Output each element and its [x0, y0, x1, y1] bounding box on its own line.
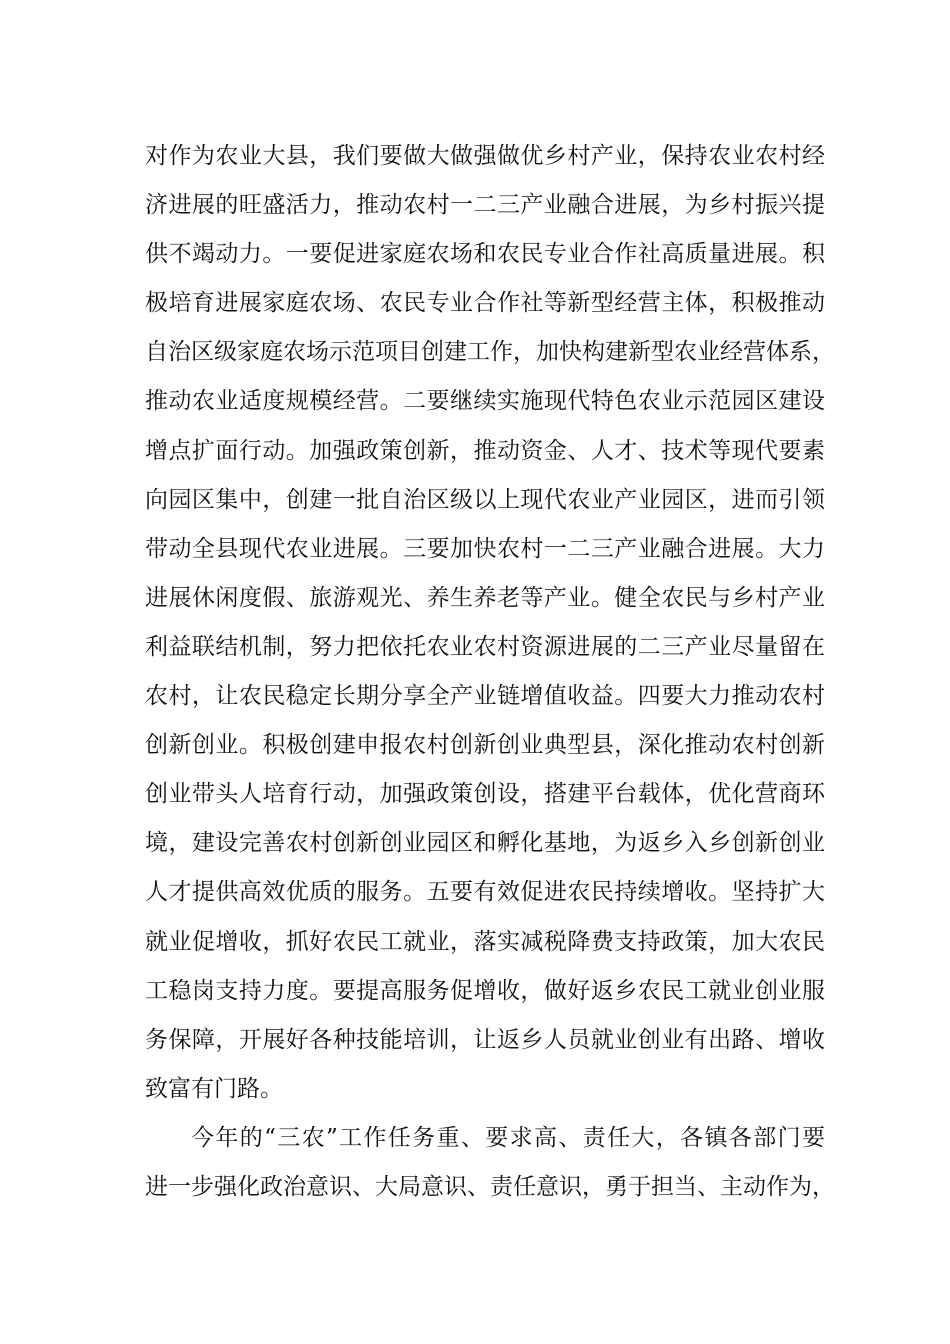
text-line: 供不竭动力。一要促进家庭农场和农民专业合作社高质量进展。积: [145, 241, 825, 268]
text-line: 向园区集中，创建一批自治区级以上现代农业产业园区，进而引领: [145, 486, 825, 513]
text-line: 带动全县现代农业进展。三要加快农村一二三产业融合进展。大力: [145, 535, 825, 562]
text-line: 创业带头人培育行动，加强政策创设，搭建平台载体，优化营商环: [145, 781, 825, 808]
text-line: 务保障，开展好各种技能培训，让返乡人员就业创业有出路、增收: [145, 1026, 825, 1053]
text-line: 增点扩面行动。加强政策创新，推动资金、人才、技术等现代要素: [145, 437, 825, 464]
text-line: 利益联结机制，努力把依托农业农村资源进展的二三产业尽量留在: [145, 633, 825, 660]
text-line: 进一步强化政治意识、大局意识、责任意识，勇于担当、主动作为，: [145, 1173, 835, 1200]
text-line: 人才提供高效优质的服务。五要有效促进农民持续增收。坚持扩大: [145, 879, 825, 906]
text-line: 推动农业适度规模经营。二要继续实施现代特色农业示范园区建设: [145, 388, 825, 415]
text-line: 工稳岗支持力度。要提高服务促增收，做好返乡农民工就业创业服: [145, 977, 825, 1004]
text-line: 进展休闲度假、旅游观光、养生养老等产业。健全农民与乡村产业: [145, 584, 825, 611]
paragraph-1: [145, 132, 835, 1114]
text-line: 创新创业。积极创建申报农村创新创业典型县，深化推动农村创新: [145, 732, 825, 759]
text-line: 今年的“三农”工作任务重、要求高、责任大，各镇各部门要: [191, 1124, 825, 1151]
text-line: 对作为农业大县，我们要做大做强做优乡村产业，保持农业农村经: [145, 143, 825, 169]
text-line: 极培育进展家庭农场、农民专业合作社等新型经营主体，积极推动: [145, 290, 825, 317]
paragraph-2: [145, 1114, 835, 1212]
text-line: 自治区级家庭农场示范项目创建工作，加快构建新型农业经营体系，: [145, 339, 835, 366]
text-line: 就业促增收，抓好农民工就业，落实减税降费支持政策，加大农民: [145, 928, 825, 955]
text-line: 济进展的旺盛活力，推动农村一二三产业融合进展，为乡村振兴提: [145, 192, 825, 219]
text-line: 农村，让农民稳定长期分享全产业链增值收益。四要大力推动农村: [145, 683, 825, 710]
text-line: 致富有门路。: [145, 1075, 283, 1102]
document-body: [145, 132, 835, 1212]
text-line: 境，建设完善农村创新创业园区和孵化基地，为返乡入乡创新创业: [145, 830, 825, 857]
